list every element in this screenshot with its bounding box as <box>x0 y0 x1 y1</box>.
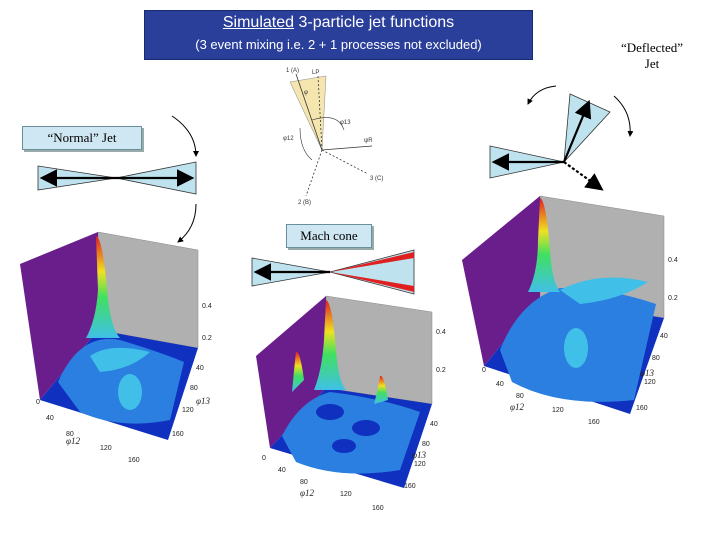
plot-normal-x-tick-0: 0 <box>36 399 40 406</box>
plot-deflected-z-tick-0: 0.4 <box>668 257 678 264</box>
plot-deflected-bump <box>564 328 588 368</box>
plot-mach-z-tick-1: 0.2 <box>436 367 446 374</box>
plot-normal-y-tick-1: 80 <box>190 385 198 392</box>
plot-deflected-x-axis-label: φ12 <box>510 402 524 412</box>
schematic-label-2b: 2 (B) <box>298 200 312 206</box>
plot-mach-hole-1 <box>316 404 344 420</box>
deflected-arrow-down-right <box>564 162 600 188</box>
plot-normal-z-tick-1: 0.2 <box>202 335 212 342</box>
schematic-label-phi13: φ13 <box>340 120 351 126</box>
plot-mach-y-tick-3: 160 <box>404 483 416 490</box>
plot-normal-x-axis-label: φ12 <box>66 436 80 446</box>
schematic-label-1: 1 (A) <box>286 68 300 74</box>
deflected-rotate-arrow-left <box>528 86 556 104</box>
plot-deflected-x-tick-4: 160 <box>588 419 600 426</box>
plot-deflected <box>462 196 678 426</box>
title-rest: 3-particle jet functions <box>294 14 455 31</box>
plot-normal-y-tick-3: 160 <box>172 431 184 438</box>
plot-normal-x-tick-4: 160 <box>128 457 140 464</box>
plot-deflected-y-tick-1: 80 <box>652 355 660 362</box>
plot-mach-hole-2 <box>352 420 380 436</box>
plot-normal-bump <box>118 374 142 410</box>
mach-cone-diagram <box>252 250 414 294</box>
plot-deflected-y-tick-0: 40 <box>660 333 668 340</box>
plot-deflected-y-axis-label: φ13 <box>640 368 654 378</box>
plot-normal-x-tick-2: 80 <box>66 431 74 438</box>
deflected-jet-diagram <box>490 86 630 188</box>
plot-normal <box>20 232 212 464</box>
plot-mach-y-tick-2: 120 <box>414 461 426 468</box>
plot-mach-x-tick-0: 0 <box>262 455 266 462</box>
normal-rotate-arrow-bottom <box>178 204 196 242</box>
plot-mach-x-tick-2: 80 <box>300 479 308 486</box>
axis-2 <box>306 150 322 196</box>
plot-mach-y-axis-label: φ13 <box>412 450 426 460</box>
deflected-rotate-arrow-right <box>614 96 630 136</box>
axis-psi <box>322 146 372 150</box>
plot-deflected-y-tick-3: 160 <box>636 405 648 412</box>
normal-jet-diagram <box>38 116 196 242</box>
plot-mach <box>256 296 446 512</box>
schematic-label-psir: ψR <box>364 138 373 144</box>
plot-mach-x-tick-3: 120 <box>340 491 352 498</box>
plot-normal-x-tick-3: 120 <box>100 445 112 452</box>
deflected-line1: “Deflected” <box>620 40 684 55</box>
plot-deflected-z-tick-1: 0.2 <box>668 295 678 302</box>
plot-deflected-x-tick-2: 80 <box>516 393 524 400</box>
plot-normal-y-tick-0: 40 <box>196 365 204 372</box>
schematic-label-phi: φ <box>304 90 308 96</box>
plot-deflected-y-tick-2: 120 <box>644 379 656 386</box>
schematic-label-phi12: φ12 <box>283 136 294 142</box>
plot-mach-x-tick-4: 160 <box>372 505 384 512</box>
schematic-label-lp: LP <box>312 70 320 76</box>
title-line2: (3 event mixing i.e. 2 + 1 processes not excluded) <box>195 37 482 52</box>
plot-mach-y-tick-0: 40 <box>430 421 438 428</box>
plot-mach-z-tick-0: 0.4 <box>436 329 446 336</box>
axis-3 <box>322 150 368 174</box>
arc-12 <box>300 128 312 160</box>
plot-mach-x-tick-1: 40 <box>278 467 286 474</box>
plot-mach-y-tick-1: 80 <box>422 441 430 448</box>
normal-jet-label: “Normal” Jet <box>22 126 142 150</box>
mach-cone-label: Mach cone <box>286 224 372 248</box>
plot-mach-x-axis-label: φ12 <box>300 488 314 498</box>
deflected-line2: Jet <box>644 56 660 71</box>
plot-deflected-x-tick-1: 40 <box>496 381 504 388</box>
plot-deflected-x-tick-0: 0 <box>482 367 486 374</box>
normal-rotate-arrow-top <box>172 116 196 156</box>
plot-normal-y-axis-label: φ13 <box>196 396 210 406</box>
schematic-label-3c: 3 (C) <box>370 176 384 182</box>
angle-schematic <box>283 68 383 206</box>
plot-normal-z-tick-0: 0.4 <box>202 303 212 310</box>
plot-mach-hole-3 <box>332 439 356 453</box>
plot-deflected-x-tick-3: 120 <box>552 407 564 414</box>
plot-normal-y-tick-2: 120 <box>182 407 194 414</box>
title-prefix: Simulated <box>222 14 295 31</box>
plot-normal-x-tick-1: 40 <box>46 415 54 422</box>
schematic-wedge <box>290 76 326 150</box>
